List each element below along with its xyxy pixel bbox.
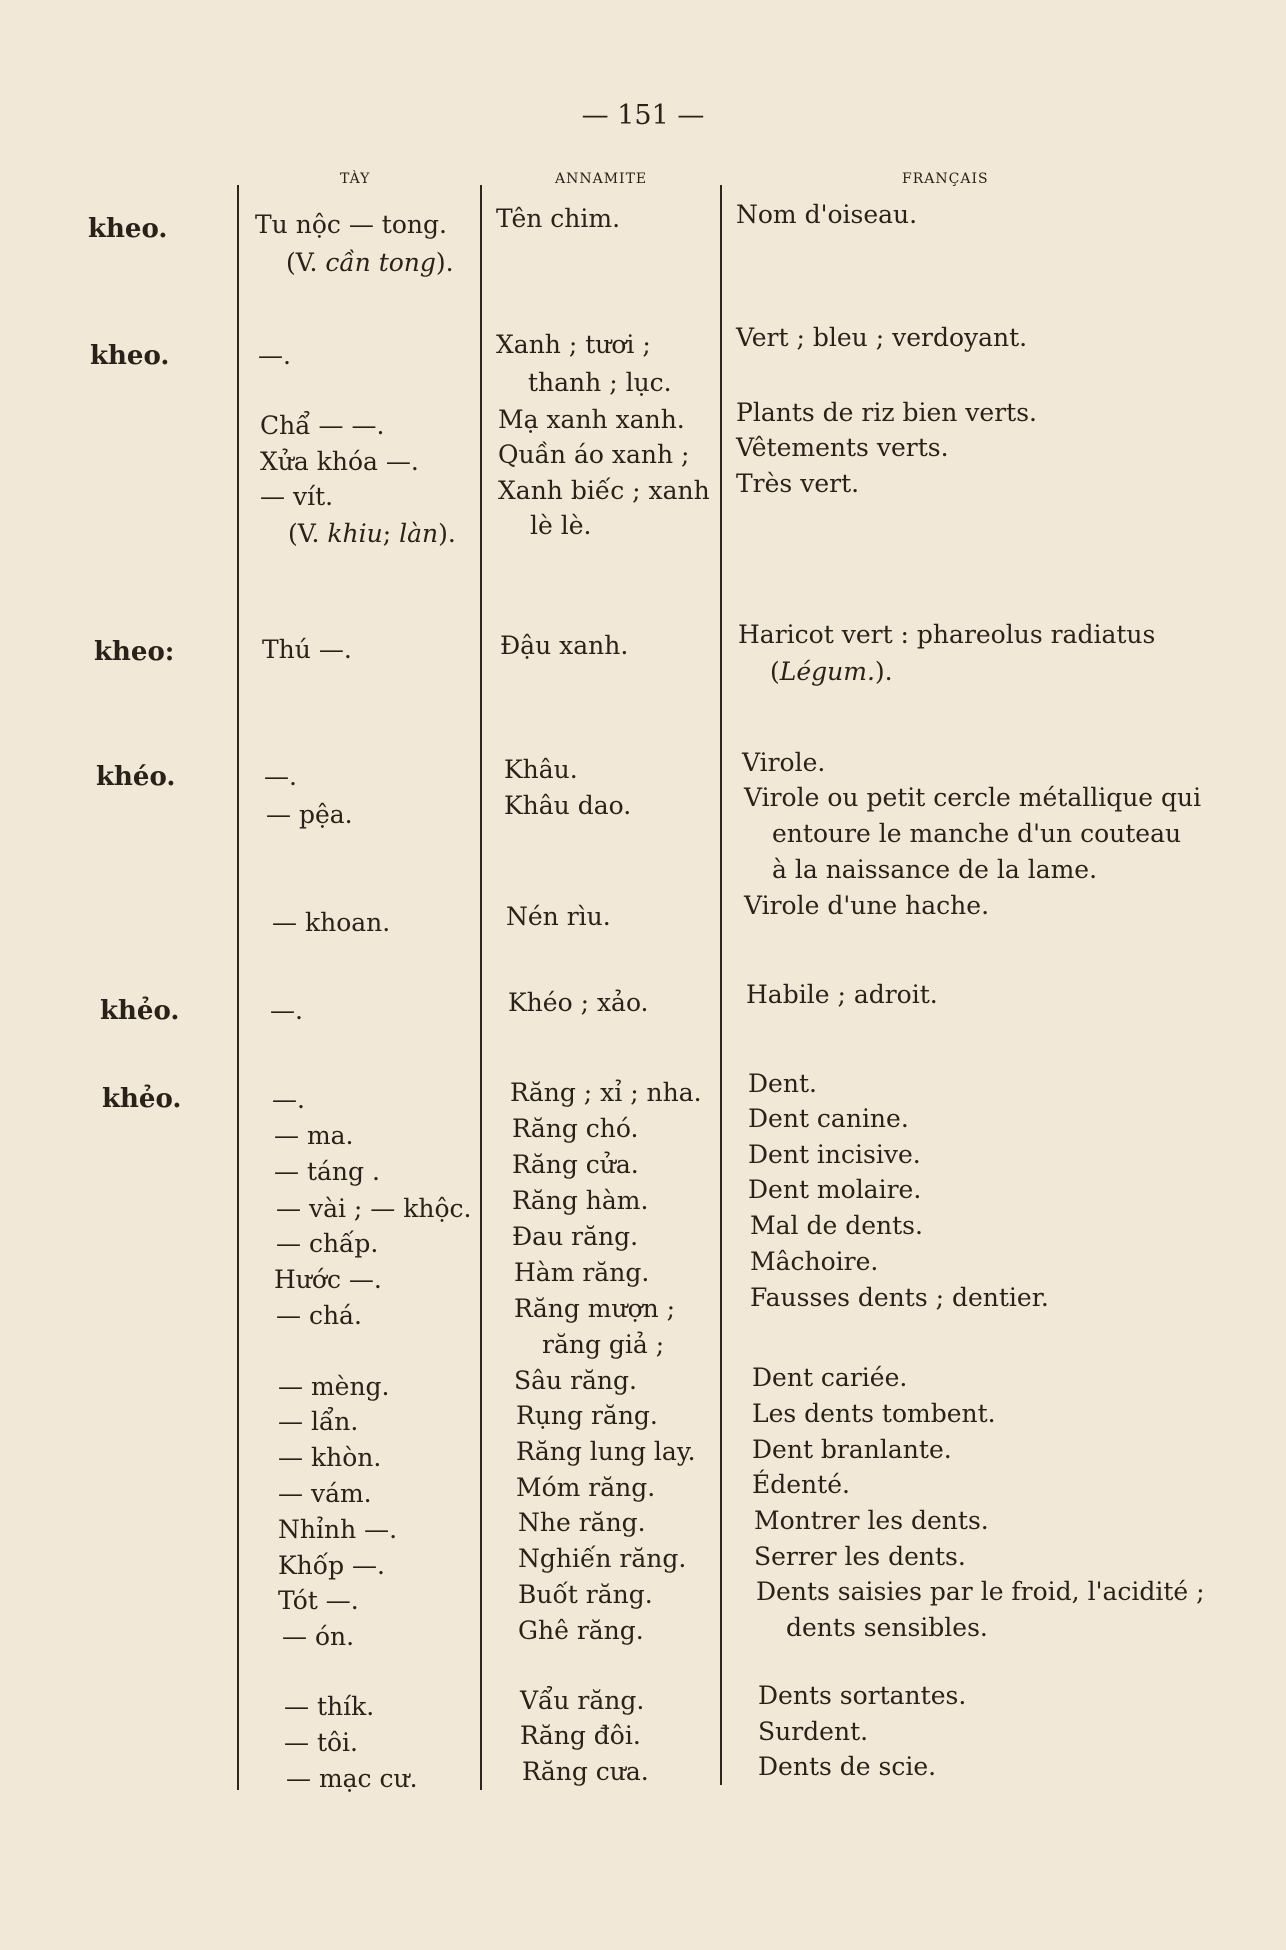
headword: khéo. bbox=[96, 762, 176, 792]
tay-entry: —. bbox=[258, 341, 291, 370]
annamite-entry: Rụng răng. bbox=[516, 1401, 658, 1430]
tay-entry: — táng . bbox=[274, 1157, 380, 1186]
annamite-entry: Răng đôi. bbox=[520, 1721, 641, 1750]
tay-entry: Tót —. bbox=[278, 1586, 359, 1615]
tay-entry: — pệa. bbox=[266, 800, 353, 829]
francais-entry: Dent cariée. bbox=[752, 1363, 908, 1392]
tay-entry: — vám. bbox=[278, 1479, 372, 1508]
ref-word: khiu bbox=[327, 519, 383, 548]
francais-entry: Dents sortantes. bbox=[758, 1681, 967, 1710]
francais-entry: entoure le manche d'un couteau bbox=[772, 819, 1182, 848]
column-divider-3 bbox=[720, 185, 722, 1785]
tay-entry: — ón. bbox=[282, 1622, 355, 1651]
tay-reference bbox=[288, 521, 456, 546]
ref-word: làn bbox=[399, 519, 439, 548]
tay-entry: — chấp. bbox=[276, 1229, 379, 1258]
annamite-entry: Răng lung lay. bbox=[516, 1437, 696, 1466]
francais-entry: Dent molaire. bbox=[748, 1175, 922, 1204]
column-divider-2 bbox=[480, 185, 482, 1790]
francais-entry: Habile ; adroit. bbox=[746, 980, 938, 1009]
tay-entry: Khốp —. bbox=[278, 1551, 385, 1580]
francais-entry: Très vert. bbox=[736, 469, 860, 498]
annamite-entry: Đau răng. bbox=[512, 1222, 639, 1251]
annamite-entry: Răng hàm. bbox=[512, 1186, 649, 1215]
francais-entry: Virole d'une hache. bbox=[744, 891, 990, 920]
tay-entry: — khòn. bbox=[278, 1443, 382, 1472]
annamite-entry: Vẩu răng. bbox=[520, 1686, 645, 1715]
tay-entry: Thú —. bbox=[262, 635, 352, 664]
annamite-entry: Khéo ; xảo. bbox=[508, 988, 649, 1017]
francais-entry: Vert ; bleu ; verdoyant. bbox=[736, 323, 1028, 352]
francais-entry: Édenté. bbox=[752, 1470, 850, 1499]
annamite-entry: Hàm răng. bbox=[514, 1258, 650, 1287]
tay-entry: —. bbox=[270, 996, 303, 1025]
francais-entry: Plants de riz bien verts. bbox=[736, 398, 1037, 427]
tay-entry: —. bbox=[272, 1085, 305, 1114]
francais-entry: Virole ou petit cercle métallique qui bbox=[744, 783, 1202, 812]
tay-entry: — tôi. bbox=[284, 1728, 358, 1757]
headword: kheo. bbox=[88, 214, 168, 244]
annamite-entry: Mạ xanh xanh. bbox=[498, 405, 685, 434]
francais-entry: Virole. bbox=[742, 748, 826, 777]
annamite-entry: Răng mượn ; bbox=[514, 1294, 676, 1323]
francais-entry: Haricot vert : phareolus radiatus bbox=[738, 620, 1156, 649]
tay-reference bbox=[286, 250, 454, 275]
annamite-entry: Sâu răng. bbox=[514, 1366, 637, 1395]
annamite-entry: Móm răng. bbox=[516, 1473, 656, 1502]
francais-entry: Les dents tombent. bbox=[752, 1399, 996, 1428]
annamite-entry: Nghiến răng. bbox=[518, 1544, 687, 1573]
tay-entry: — vài ; — khộc. bbox=[276, 1194, 472, 1223]
tay-entry: Xửa khóa —. bbox=[260, 447, 419, 476]
annamite-entry: Xanh ; tươi ; bbox=[496, 330, 651, 359]
note-prefix: ( bbox=[770, 657, 780, 686]
annamite-entry: Khâu. bbox=[504, 755, 578, 784]
annamite-entry: Tên chim. bbox=[496, 204, 621, 233]
tay-entry: — thík. bbox=[284, 1692, 375, 1721]
annamite-entry: răng giả ; bbox=[542, 1330, 665, 1359]
annamite-entry: Nhe răng. bbox=[518, 1508, 646, 1537]
francais-entry: dents sensibles. bbox=[786, 1613, 988, 1642]
annamite-entry: Răng cưa. bbox=[522, 1757, 649, 1786]
francais-entry: Serrer les dents. bbox=[754, 1542, 966, 1571]
annamite-entry: Nén rìu. bbox=[506, 902, 611, 931]
ref-suffix: ). bbox=[435, 248, 454, 277]
headword: khẻo. bbox=[100, 996, 180, 1026]
annamite-entry: Khâu dao. bbox=[504, 791, 632, 820]
headword: kheo: bbox=[94, 637, 175, 667]
tay-entry: —. bbox=[264, 762, 297, 791]
annamite-entry: Răng cửa. bbox=[512, 1150, 639, 1179]
ref-separator: ; bbox=[382, 519, 400, 548]
annamite-entry: Răng ; xỉ ; nha. bbox=[510, 1078, 702, 1107]
annamite-entry: Buốt răng. bbox=[518, 1580, 653, 1609]
headword: khẻo. bbox=[102, 1084, 182, 1114]
francais-entry: Dent. bbox=[748, 1069, 817, 1098]
tay-entry: — ma. bbox=[274, 1121, 354, 1150]
francais-entry: Vêtements verts. bbox=[736, 433, 949, 462]
column-header-annamite: ANNAMITE bbox=[555, 171, 648, 187]
column-divider-1 bbox=[237, 185, 239, 1790]
ref-prefix: (V. bbox=[288, 519, 328, 548]
francais-entry: Montrer les dents. bbox=[754, 1506, 989, 1535]
annamite-entry: lè lè. bbox=[530, 511, 592, 540]
column-header-tay: TÀY bbox=[340, 171, 371, 187]
francais-entry: Dent incisive. bbox=[748, 1140, 921, 1169]
francais-entry: Mal de dents. bbox=[750, 1211, 923, 1240]
tay-entry: — vít. bbox=[260, 482, 334, 511]
annamite-entry: Răng chó. bbox=[512, 1114, 639, 1143]
headword: kheo. bbox=[90, 341, 170, 371]
column-header-francais: FRANÇAIS bbox=[902, 171, 989, 187]
francais-entry: Surdent. bbox=[758, 1717, 869, 1746]
tay-entry: — mèng. bbox=[278, 1372, 390, 1401]
tay-entry: Tu nộc — tong. bbox=[255, 210, 447, 239]
francais-entry: Dent branlante. bbox=[752, 1435, 952, 1464]
tay-entry: — chá. bbox=[276, 1301, 362, 1330]
tay-entry: — khoan. bbox=[272, 908, 391, 937]
francais-note bbox=[770, 659, 893, 684]
annamite-entry: thanh ; lục. bbox=[528, 368, 672, 397]
tay-entry: — mạc cư. bbox=[286, 1764, 418, 1793]
annamite-entry: Đậu xanh. bbox=[500, 631, 629, 660]
francais-entry: Nom d'oiseau. bbox=[736, 200, 918, 229]
note-suffix: ). bbox=[874, 657, 893, 686]
note-word: Légum. bbox=[779, 657, 875, 686]
francais-entry: Fausses dents ; dentier. bbox=[750, 1283, 1049, 1312]
francais-entry: Mâchoire. bbox=[750, 1247, 879, 1276]
annamite-entry: Xanh biếc ; xanh bbox=[498, 476, 710, 505]
tay-entry: — lẩn. bbox=[278, 1407, 359, 1436]
tay-entry: Hước —. bbox=[274, 1265, 382, 1294]
tay-entry: Nhỉnh —. bbox=[278, 1515, 398, 1544]
francais-entry: Dents de scie. bbox=[758, 1752, 937, 1781]
annamite-entry: Ghê răng. bbox=[518, 1616, 644, 1645]
francais-entry: Dents saisies par le froid, l'acidité ; bbox=[756, 1577, 1205, 1606]
ref-suffix: ). bbox=[438, 519, 456, 548]
francais-entry: à la naissance de la lame. bbox=[772, 855, 1098, 884]
annamite-entry: Quần áo xanh ; bbox=[498, 440, 690, 469]
tay-entry: Chẩ — —. bbox=[260, 411, 385, 440]
ref-prefix: (V. bbox=[286, 248, 326, 277]
francais-entry: Dent canine. bbox=[748, 1104, 909, 1133]
ref-word: cần tong bbox=[325, 248, 436, 277]
page-number: — 151 — bbox=[581, 100, 705, 131]
